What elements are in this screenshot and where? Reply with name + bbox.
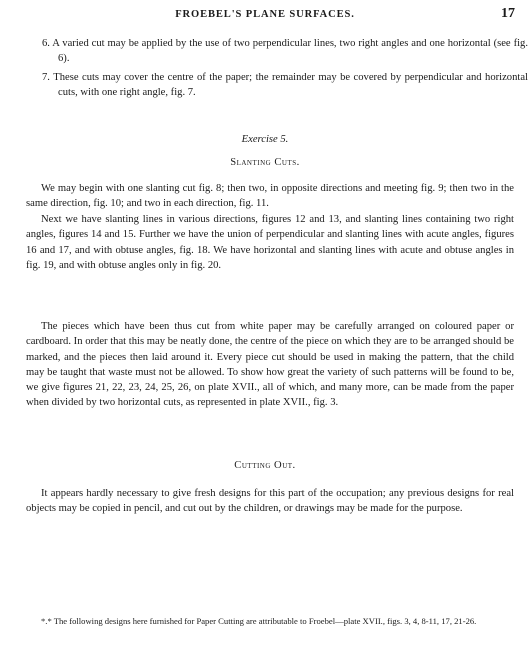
page-header (0, 6, 530, 25)
item-text: These cuts may cover the centre of the paper; the remainder may be covered by perpendicular and horizontal cuts, with one right angle, fig. 7. (53, 72, 528, 99)
section-heading-cutting-out: Cutting Out. (234, 460, 296, 471)
exercise-title: Exercise 5. (241, 134, 289, 145)
list-item (42, 36, 528, 67)
body-paragraph: The pieces which have been thus cut from white paper may be carefully arranged on coloured paper or cardboard. In order that this may be neatly done, the centre of the piece on which they are to be arranged should be marked, and the pieces then laid around it. Every piece cut should be used in making the pattern, that the child may be taught that waste must not be allowed. To show how great the variety of such patterns will be found to be, we give figures 21, 22, 23, 24, 25, 26, on plate XVII., all of which, and many more, can be made from the paper when divided by two horizontal cuts, as represented in plate XVII., fig. 3. (26, 321, 514, 409)
page-number: 17 (501, 6, 515, 21)
item-number: 7. (42, 72, 50, 83)
item-number: 6. (42, 38, 50, 49)
body-paragraph: It appears hardly necessary to give fresh designs for this part of the occupation; any previous designs for real objects may be copied in pencil, and cut out by the children, or drawings may be made for the purpose. (26, 488, 514, 515)
section-heading-slanting-cuts: Slanting Cuts. (230, 157, 300, 168)
body-paragraph: We may begin with one slanting cut fig. 8; then two, in opposite directions and meeting fig. 9; then two in the same direction, fig. 10; and two in each direction, fig. 11. (26, 183, 514, 210)
footnote: *.* The following designs here furnished for Paper Cutting are attributable to Froebel—plate XVII., figs. 3, 4, 8-11, 17, 21-26. (41, 615, 477, 626)
item-text: A varied cut may be applied by the use of two perpendicular lines, two right angles and one horizontal (see fig. 6). (52, 38, 528, 65)
running-title: FROEBEL'S PLANE SURFACES. (175, 9, 355, 20)
body-paragraph: Next we have slanting lines in various directions, figures 12 and 13, and slanting lines containing two right angles, figures 14 and 15. Further we have the union of perpendicular and slanting lines with acute angles, figures 16 and 17, and with obtuse angles, fig. 18. We have horizontal and slanting lines with acute and obtuse angles in fig. 19, and with obtuse angles only in fig. 20. (26, 214, 514, 271)
list-item (42, 70, 528, 101)
